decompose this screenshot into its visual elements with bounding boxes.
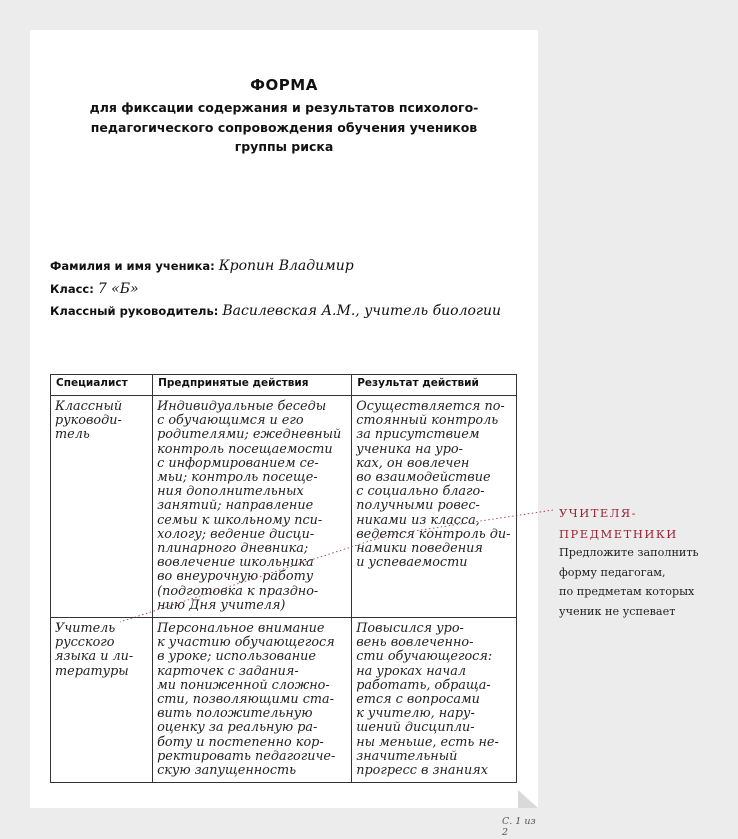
page-fold-corner xyxy=(518,790,538,808)
table-row xyxy=(51,396,517,618)
column-header-result: Результат действий xyxy=(352,375,517,396)
cell-line: русского xyxy=(55,635,115,651)
form-title: ФОРМА xyxy=(250,76,318,94)
note-body-line: Предложите заполнить xyxy=(559,546,699,559)
note-body-line: ученик не успевает xyxy=(559,604,676,618)
cell-line: ми пониженной сложно- xyxy=(157,677,330,693)
cell-line: сти, позволяющими ста- xyxy=(157,692,334,708)
cell-line: Классный xyxy=(55,399,123,414)
actions-cell xyxy=(153,618,352,783)
subtitle-line: для фиксации содержания и результатов психолого- xyxy=(89,100,479,115)
note-body-line: по предметам которых xyxy=(559,585,695,598)
cell-line: прогресс в знаниях xyxy=(356,763,488,779)
column-header-specialist: Специалист xyxy=(51,375,153,396)
result-cell xyxy=(352,618,517,783)
cell-line: (подготовка к праздно- xyxy=(157,583,319,599)
cell-line: скую запущенность xyxy=(157,763,297,779)
cell-line: ведется контроль ди- xyxy=(356,526,511,542)
cell-line: намики поведения xyxy=(356,541,483,557)
student-name-label: Фамилия и имя ученика: xyxy=(50,259,215,273)
cell-line: оценку за реальную ра- xyxy=(157,720,318,736)
cell-line: руководи- xyxy=(55,413,122,429)
cell-line: родителями; ежедневный xyxy=(157,427,342,443)
class-teacher-label: Классный руководитель: xyxy=(50,304,219,318)
page-indicator: С. 1 из 2 xyxy=(502,816,536,838)
cell-line: языка и ли- xyxy=(55,649,134,665)
cell-line: занятий; направление xyxy=(157,498,314,514)
cell-line: Повысился уро- xyxy=(356,621,464,637)
cell-line: работать, обраща- xyxy=(356,677,491,693)
cell-line: с обучающимся и его xyxy=(157,413,304,429)
cell-line: тературы xyxy=(55,663,129,679)
cell-line: в уроке; использование xyxy=(157,649,316,665)
cell-line: семьи к школьному пси- xyxy=(157,512,323,528)
margin-note-body xyxy=(559,543,699,621)
cell-line: ректировать педагогиче- xyxy=(157,748,336,764)
cell-line: шений дисципли- xyxy=(356,720,475,736)
cell-line: стоянный контроль xyxy=(356,413,499,429)
table-row xyxy=(51,618,517,783)
support-table xyxy=(50,374,517,783)
cell-line: плинарного дневника; xyxy=(157,541,309,557)
document-page xyxy=(30,30,538,838)
cell-line: хологу; ведение дисци- xyxy=(157,526,315,542)
cell-line: боту и постепенно кор- xyxy=(157,734,324,750)
margin-note-heading xyxy=(559,503,678,545)
note-body-line: форму педагогам, xyxy=(559,565,666,579)
cell-line: во внеурочную работу xyxy=(157,569,314,585)
student-name-field xyxy=(50,258,354,274)
cell-line: Персональное внимание xyxy=(157,621,325,637)
cell-line: ны меньше, есть не- xyxy=(356,734,499,750)
cell-line: к учителю, нару- xyxy=(356,706,475,722)
subtitle-line: педагогического сопровождения обучения учеников xyxy=(90,119,478,135)
cell-line: сти обучающегося: xyxy=(356,649,493,665)
class-teacher-value: Василевская А.М., учитель биологии xyxy=(222,303,502,319)
table-header-row xyxy=(51,375,517,396)
cell-line: никами из класса, xyxy=(356,512,480,528)
cell-line: на уроках начал xyxy=(356,663,467,679)
actions-cell xyxy=(153,396,352,618)
note-heading-line: ПРЕДМЕТНИКИ xyxy=(559,527,678,541)
cell-line: с информированием се- xyxy=(157,455,319,471)
cell-line: вить положительную xyxy=(157,706,313,722)
cell-line: Осуществляется по- xyxy=(356,399,505,414)
cell-line: с социально благо- xyxy=(356,484,485,500)
cell-line: контроль посещаемости xyxy=(157,441,333,457)
subtitle-line: группы риска xyxy=(234,139,334,154)
specialist-cell xyxy=(51,618,153,783)
cell-line: ученика на уро- xyxy=(356,441,463,457)
form-subtitle xyxy=(30,98,538,157)
class-value: 7 «Б» xyxy=(97,281,139,297)
cell-line: ется с вопросами xyxy=(356,692,480,708)
class-field xyxy=(50,281,139,297)
cell-line: мьи; контроль посеще- xyxy=(157,470,318,486)
cell-line: нию Дня учителя) xyxy=(157,597,286,613)
cell-line: получными ровес- xyxy=(356,498,480,514)
cell-line: значительный xyxy=(356,748,458,764)
cell-line: вень вовлеченно- xyxy=(356,635,474,651)
student-name-value: Кропин Владимир xyxy=(218,258,354,274)
cell-line: ках, он вовлечен xyxy=(356,455,470,471)
specialist-cell xyxy=(51,396,153,618)
cell-line: ния дополнительных xyxy=(157,484,304,500)
cell-line: тель xyxy=(55,427,90,443)
column-header-actions: Предпринятые действия xyxy=(153,375,352,396)
cell-line: за присутствием xyxy=(356,427,480,443)
cell-line: к участию обучающегося xyxy=(157,635,335,651)
class-teacher-field xyxy=(50,303,501,319)
cell-line: Индивидуальные беседы xyxy=(157,399,327,414)
note-heading-line: УЧИТЕЛЯ- xyxy=(559,506,638,520)
cell-line: карточек с задания- xyxy=(157,663,299,679)
cell-line: вовлечение школьника xyxy=(157,555,314,571)
class-label: Класс: xyxy=(50,282,94,296)
cell-line: во взаимодействие xyxy=(356,470,491,486)
cell-line: и успеваемости xyxy=(356,555,468,571)
cell-line: Учитель xyxy=(55,621,116,637)
result-cell xyxy=(352,396,517,618)
